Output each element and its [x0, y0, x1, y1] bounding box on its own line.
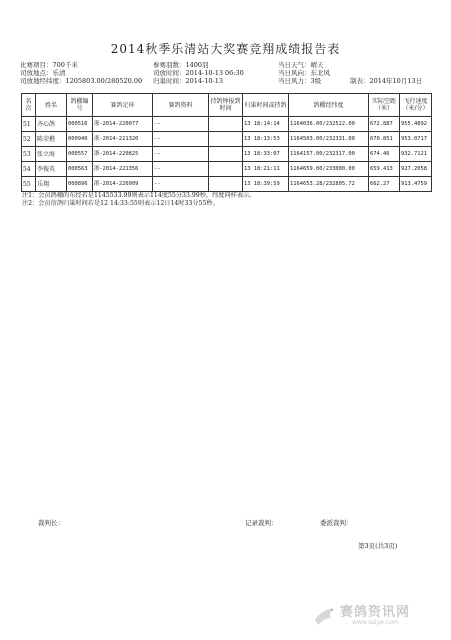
footnotes [22, 192, 255, 208]
header-name: 姓名 [36, 94, 67, 117]
clock-time-cell [209, 162, 243, 177]
header-speed: 飞行速度（米/分） [400, 94, 432, 117]
table-header-row [22, 94, 432, 117]
header-pigeon-info: 赛鸽资料 [153, 94, 209, 117]
ring-cell: 浙-2014-220077 [93, 117, 153, 132]
wind-direction: 当日风向：东北风 [278, 69, 330, 77]
table-row [22, 147, 432, 162]
clock-time-cell [209, 147, 243, 162]
speed-cell: 913.4759 [400, 177, 432, 192]
name-cell: 陈荣楷 [36, 132, 67, 147]
loft-id-cell: 000516 [67, 117, 93, 132]
footnote-2: 注2：会员信鸽归巢时间若是12 14:33:55则表示12日14时33分55秒。 [22, 200, 219, 207]
name-cell: 张立海 [36, 147, 67, 162]
ring-cell: 浙-2014-221356 [93, 162, 153, 177]
distance-cell: 670.851 [369, 132, 400, 147]
speed-cell: 953.0717 [400, 132, 432, 147]
arrival-time-cell: 13 18:21:11 [243, 162, 289, 177]
pigeon-info-cell: -- [153, 132, 209, 147]
distance-cell: 674.46 [369, 147, 400, 162]
distance-cell: 662.27 [369, 177, 400, 192]
header-loft-coords: 鸽棚经纬度 [289, 94, 369, 117]
delegate-signature-label: 委派裁判： [320, 519, 353, 527]
header-distance: 实际空距（米） [369, 94, 400, 117]
page-number: 第3页(共3页) [358, 542, 398, 550]
loft-coords-cell: 1164653.28/232805.72 [289, 177, 369, 192]
results-table [21, 93, 432, 192]
pigeon-info-cell: -- [153, 177, 209, 192]
pigeon-info-cell: -- [153, 117, 209, 132]
arrival-time-cell: 13 18:14:14 [243, 117, 289, 132]
info-row-3 [20, 77, 440, 85]
header-rank: 名次 [22, 94, 36, 117]
release-coordinates: 司放地经纬度：1205803.00/280520.00 [20, 77, 143, 85]
report-title: 2014秋季乐清站大奖赛竞翔成绩报告表 [110, 42, 341, 56]
rank-cell: 51 [22, 117, 36, 132]
ring-cell: 浙-2014-220909 [93, 177, 153, 192]
distance-cell: 659.413 [369, 162, 400, 177]
weather: 当日天气：晴天 [278, 61, 324, 69]
rank-cell: 54 [22, 162, 36, 177]
name-cell: 齐心鸽 [36, 117, 67, 132]
name-cell: 乐翔 [36, 177, 67, 192]
arrival-time-cell: 13 18:13:53 [243, 132, 289, 147]
speed-cell: 932.7121 [400, 147, 432, 162]
wind-force: 当日风力：3级 [278, 77, 322, 85]
rank-cell: 53 [22, 147, 36, 162]
speed-cell: 955.4892 [400, 117, 432, 132]
watermark [312, 598, 432, 632]
ring-cell: 浙-2014-221320 [93, 132, 153, 147]
watermark-url: www.saige.com [352, 619, 399, 626]
clock-time-cell [209, 132, 243, 147]
name-cell: 李俊英 [36, 162, 67, 177]
pigeon-info-cell: -- [153, 147, 209, 162]
clock-time-cell [209, 117, 243, 132]
table-row [22, 117, 432, 132]
loft-coords-cell: 1164036.00/232522.00 [289, 117, 369, 132]
ring-cell: 浙-2014-220825 [93, 147, 153, 162]
loft-id-cell: 000563 [67, 162, 93, 177]
header-arrival-time: 归巢时间或持鸽 [243, 94, 289, 117]
loft-id-cell: 000940 [67, 132, 93, 147]
arrival-time-cell: 13 18:33:07 [243, 147, 289, 162]
header-ring: 赛鸽足环 [93, 94, 153, 117]
report-date: 制表：2014年10月13日 [350, 77, 423, 85]
race-distance: 比赛项目：700千米 [20, 61, 78, 69]
clock-time-cell [209, 177, 243, 192]
release-time: 司放时间：2014-10-13 06:30 [153, 69, 244, 77]
info-row-1 [20, 61, 440, 69]
arrival-time-cell: 13 18:39:59 [243, 177, 289, 192]
header-loft-id: 鸽棚编号 [67, 94, 93, 117]
report-info [20, 61, 440, 85]
loft-coords-cell: 1164157.00/232317.00 [289, 147, 369, 162]
recorder-signature-label: 记录裁判： [245, 519, 278, 527]
header-clock-time: 持鸽钟报到时间 [209, 94, 243, 117]
table-row [22, 132, 432, 147]
judge-signature-label: 裁判长： [38, 519, 64, 527]
pigeon-logo-icon [312, 602, 338, 628]
distance-cell: 672.887 [369, 117, 400, 132]
loft-coords-cell: 1164659.00/233000.00 [289, 162, 369, 177]
speed-cell: 927.2058 [400, 162, 432, 177]
loft-id-cell: 000896 [67, 177, 93, 192]
loft-id-cell: 000557 [67, 147, 93, 162]
loft-coords-cell: 1164503.00/232331.00 [289, 132, 369, 147]
entry-count: 参赛羽数：1400羽 [153, 61, 209, 69]
watermark-text: 赛鸽资讯网 [340, 605, 411, 620]
table-row [22, 162, 432, 177]
release-location: 司放地点：乐清 [20, 69, 66, 77]
return-date: 归巢时间：2014-10-13 [153, 77, 223, 85]
footnote-1: 注1：会员鸽棚的东经若是1145533.99则表示114度55分33.99秒，纬度同样表示。 [22, 192, 256, 199]
rank-cell: 55 [22, 177, 36, 192]
pigeon-info-cell: -- [153, 162, 209, 177]
table-row [22, 177, 432, 192]
rank-cell: 52 [22, 132, 36, 147]
info-row-2 [20, 69, 440, 77]
